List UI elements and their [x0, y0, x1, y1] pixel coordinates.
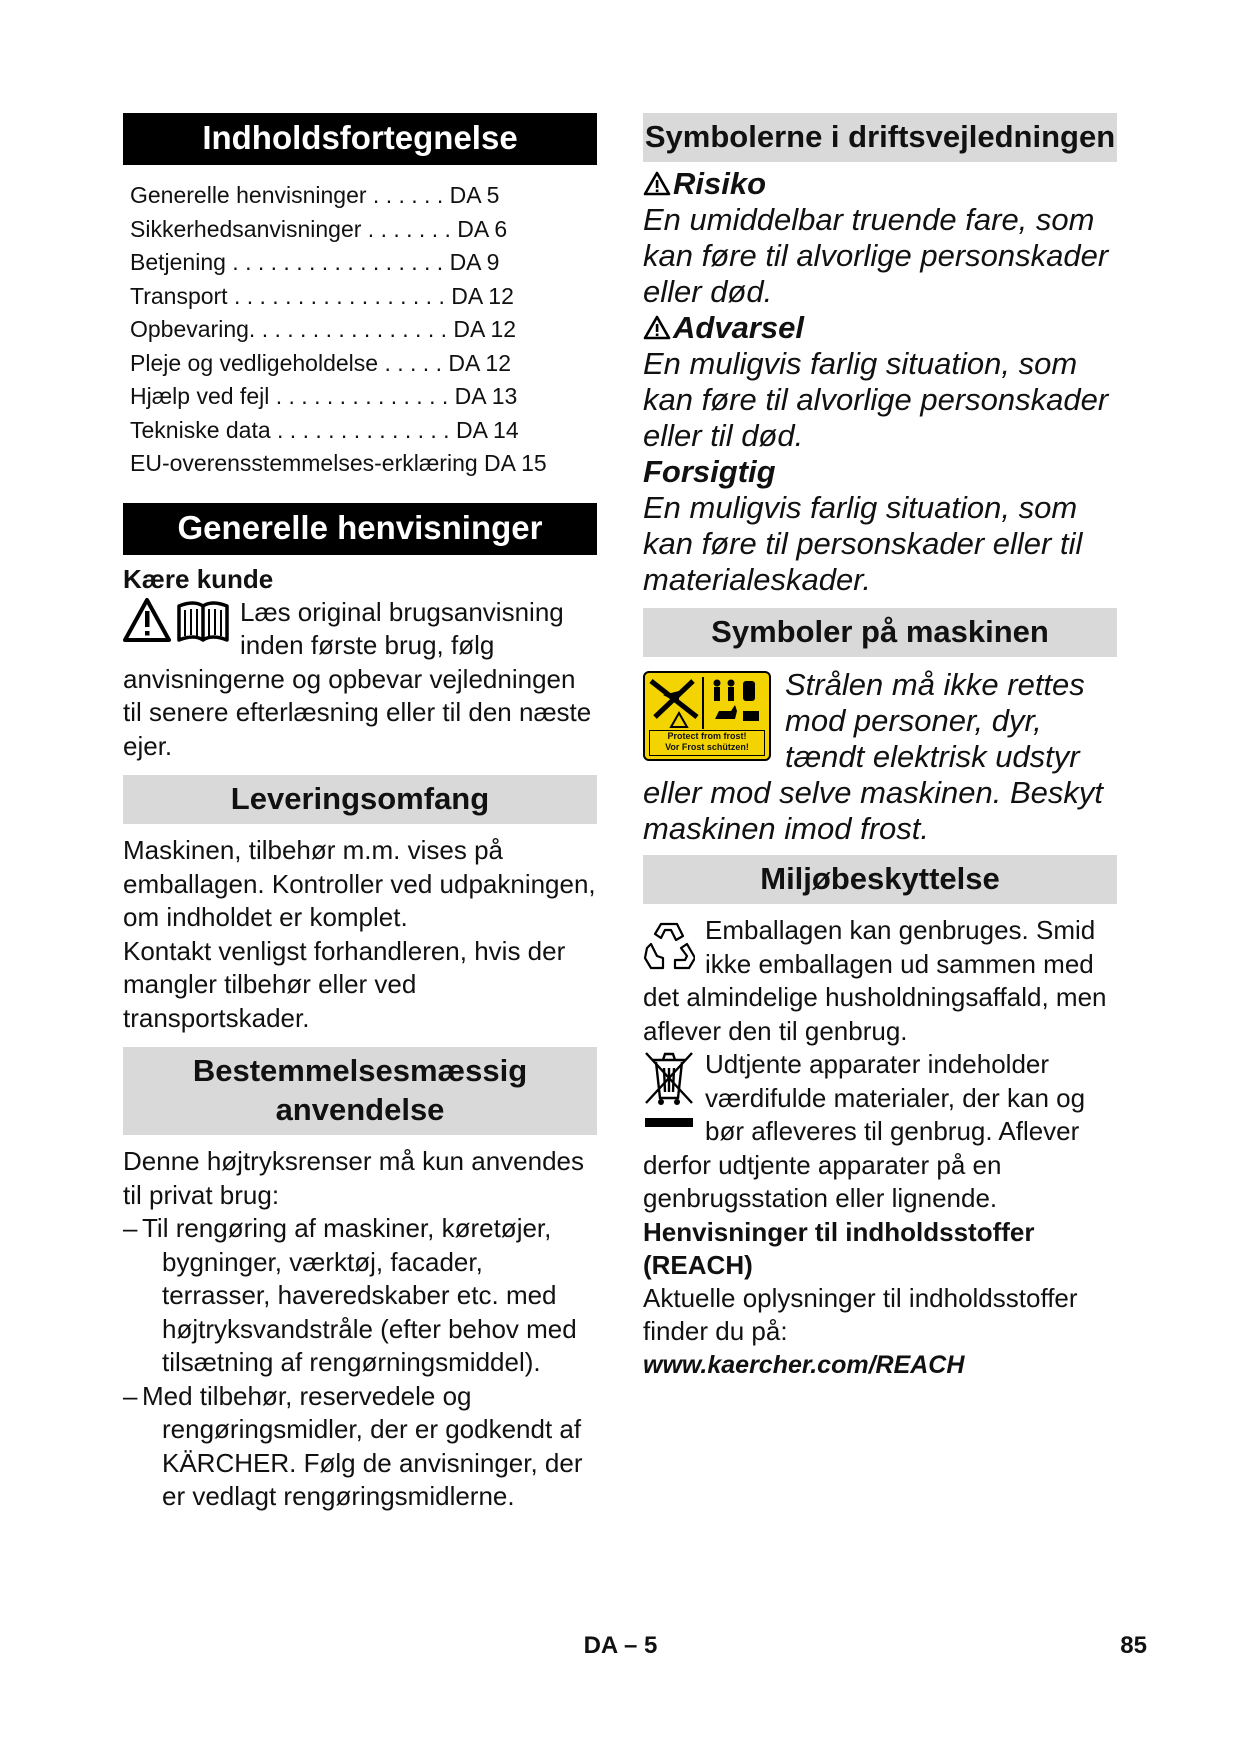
warning-text: En muligvis farlig situation, som kan føre til alvorlige personskader eller til død.	[643, 346, 1109, 453]
toc-row[interactable]: Pleje og vedligeholdelse . . . . . DA 12	[130, 349, 512, 376]
left-column	[123, 113, 597, 1514]
environment-heading: Miljøbeskyttelse	[643, 855, 1117, 904]
toc-row[interactable]: Opbevaring. . . . . . . . . . . . . . . . DA 12	[130, 316, 517, 342]
devices-text: Udtjente apparater indeholder værdifulde materialer, der kan og bør afleveres til genbrug. Aflever derfor udtjente apparater på en genbrugsstation eller lignende.	[643, 1049, 1086, 1213]
warning-triangle-icon	[643, 315, 671, 340]
symbols-machine-heading: Symboler på maskinen	[643, 608, 1117, 657]
general-block	[123, 596, 597, 764]
caution-text: En muligvis farlig situation, som kan føre til personskader eller til materialeskader.	[643, 490, 1083, 597]
toc-row[interactable]: Generelle henvisninger . . . . . . DA 5	[130, 182, 500, 208]
reach-text: Aktuelle oplysninger til indholdsstoffer finder du på:	[643, 1282, 1078, 1346]
symbols-machine-text: Strålen må ikke rettes mod personer, dyr, tændt elektrisk udstyr eller mod selve maskinen. Beskyt maskinen imod frost.	[643, 667, 1104, 846]
recycle-icon	[643, 918, 695, 979]
symbols-machine-block	[643, 667, 1117, 847]
toc-row[interactable]: Betjening . . . . . . . . . . . . . . . . . DA 9	[130, 249, 500, 275]
toc-row[interactable]: Transport . . . . . . . . . . . . . . . . . DA 12	[130, 282, 514, 309]
list-item: – Til rengøring af maskiner, køretøjer, bygninger, værktøj, facader, terrasser, haveredskaber etc. med højtryksvandstråle (efter behov med tilsætning af rengørningsmiddel).	[123, 1213, 577, 1377]
general-subtitle: Kære kunde	[123, 563, 274, 594]
machine-warning-sticker	[643, 671, 771, 761]
list-item-text: Til rengøring af maskiner, køretøjer, bygninger, værktøj, facader, terrasser, haveredskaber etc. med højtryksvandstråle (efter behov med tilsætning af rengørningsmiddel).	[142, 1213, 577, 1377]
reach-title: Henvisninger til indholdsstoffer (REACH)	[643, 1216, 1035, 1280]
general-heading: Generelle henvisninger	[123, 503, 597, 555]
devices-block	[643, 1048, 1117, 1216]
caution-label: Forsigtig	[643, 454, 776, 489]
intended-use-intro: Denne højtryksrenser må kun anvendes til privat brug:	[123, 1146, 585, 1210]
general-text: Læs original brugsanvisning inden første brug, følg anvisningerne og opbevar vejledningen til senere efterlæsning eller til den næste ejer.	[123, 596, 592, 761]
page-section-label: DA – 5	[583, 1632, 658, 1659]
intended-use-heading: Bestemmelsesmæssig anvendelse	[123, 1047, 597, 1135]
toc-row[interactable]: Tekniske data . . . . . . . . . . . . . . DA 14	[130, 416, 519, 443]
toc-row[interactable]: Hjælp ved fejl . . . . . . . . . . . . . . DA 13	[130, 383, 518, 409]
packaging-block	[643, 914, 1117, 1048]
list-item-text: Med tilbehør, reservedele og rengøringsmidler, der er godkendt af KÄRCHER. Følg de anvisninger, der er vedlagt rengøringsmidlerne.	[142, 1380, 583, 1511]
risk-label: Risiko	[643, 166, 1117, 202]
packaging-text: Emballagen kan genbruges. Smid ikke emballagen ud sammen med det almindelige husholdningsaffald, men aflever den til genbrug.	[643, 915, 1107, 1046]
read-manual-icon	[123, 596, 230, 651]
delivery-text-2: Kontakt venligst forhandleren, hvis der mangler tilbehør eller ved transportskader.	[123, 935, 566, 1033]
list-item: – Med tilbehør, reservedele og rengøringsmidler, der er godkendt af KÄRCHER. Følg de anvisninger, der er vedlagt rengøringsmidlerne.	[123, 1380, 583, 1511]
delivery-heading: Leveringsomfang	[123, 775, 597, 824]
delivery-text-1: Maskinen, tilbehør m.m. vises på emballagen. Kontroller ved udpakningen, om indholdet er komplet.	[123, 835, 596, 932]
right-column	[643, 113, 1117, 1382]
toc-heading: Indholdsfortegnelse	[123, 113, 597, 165]
warning-triangle-icon	[643, 171, 671, 196]
crossed-bin-icon	[643, 1048, 695, 1139]
toc-row[interactable]: EU-overensstemmelses-erklæring DA 15	[130, 450, 547, 476]
symbols-manual-heading: Symbolerne i driftsvejledningen	[643, 113, 1117, 162]
risk-text: En umiddelbar truende fare, som kan føre til alvorlige personskader eller død.	[643, 202, 1109, 309]
reach-link[interactable]: www.kaercher.com/REACH	[643, 1350, 965, 1379]
spray-prohibition-icon	[645, 673, 769, 735]
frost-label: Protect from frost! Vor Frost schützen!	[649, 730, 765, 756]
warning-label: Advarsel	[643, 310, 1117, 346]
page-number: 85	[1120, 1632, 1147, 1659]
toc-row[interactable]: Sikkerhedsanvisninger . . . . . . . DA 6	[130, 215, 508, 242]
table-of-contents	[123, 179, 597, 481]
